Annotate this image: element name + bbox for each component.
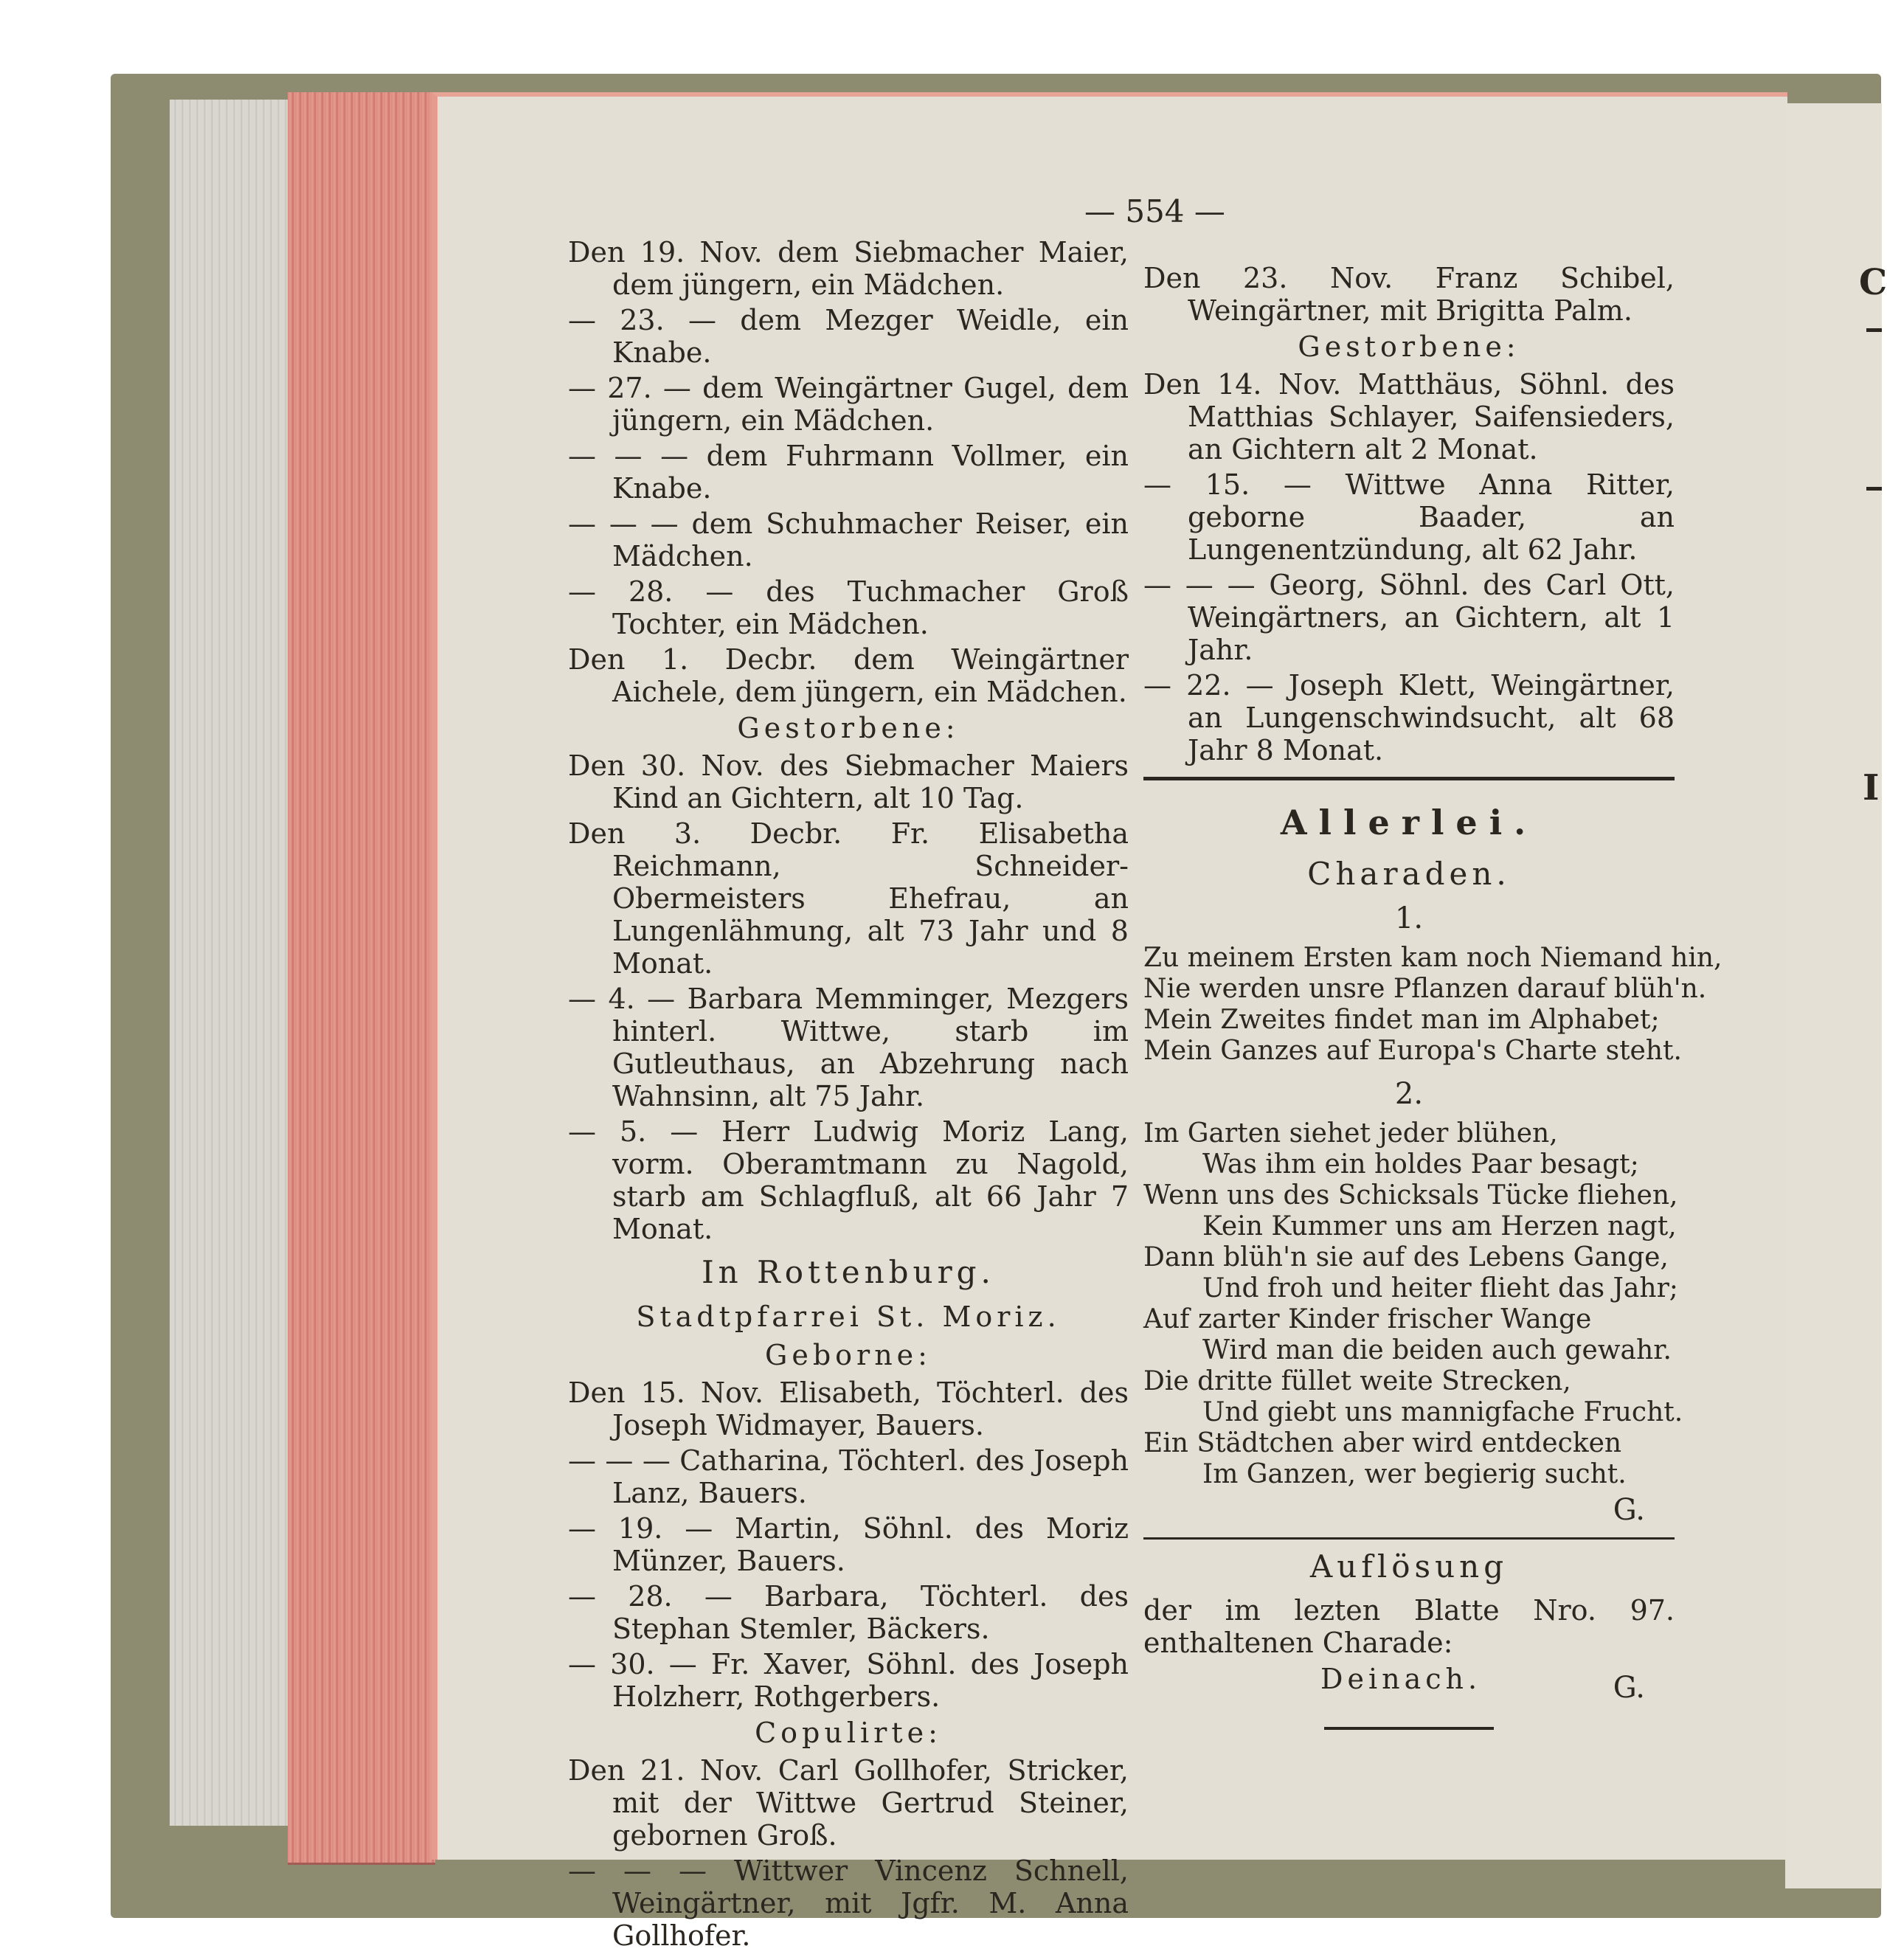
death-entry: Den 3. Decbr. Fr. Elisabetha Reichmann, Schneider-Obermeisters Ehefrau, an Lungenlähmung, alt 73 Jahr und 8 Monat. — [568, 817, 1129, 980]
death-entry: Den 30. Nov. des Siebmacher Maiers Kind an Gichtern, alt 10 Tag. — [568, 749, 1129, 814]
birth-entry: — 19. — Martin, Söhnl. des Moriz Münzer, Bauers. — [568, 1512, 1129, 1577]
register-entry: Den 1. Decbr. dem Weingärtner Aichele, dem jüngern, ein Mädchen. — [568, 643, 1129, 708]
deaths-list — [568, 749, 1129, 1245]
misc-heading: Allerlei. — [1280, 803, 1538, 842]
poem-line: Wenn uns des Schicksals Tücke fliehen, — [1143, 1180, 1678, 1211]
register-entry: — 23. — dem Mezger Weidle, ein Knabe. — [568, 304, 1129, 369]
death-entry: — 5. — Herr Ludwig Moriz Lang, vorm. Oberamtmann zu Nagold, starb am Schlagfluß, alt 66 Jahr 7 Monat. — [568, 1115, 1129, 1245]
birth-entry: — 28. — Barbara, Töchterl. des Stephan Stemler, Bäckers. — [568, 1580, 1129, 1645]
signature: G. — [1613, 1493, 1645, 1527]
deaths-heading: Gestorbene: — [737, 712, 960, 744]
town-heading: In Rottenburg. — [702, 1254, 995, 1290]
births-heading: Geborne: — [765, 1339, 932, 1371]
adjacent-page — [1785, 103, 1882, 1888]
register-entry: Den 19. Nov. dem Siebmacher Maier, dem jüngern, ein Mädchen. — [568, 236, 1129, 301]
solution-text: der im lezten Blatte Nro. 97. enthaltenen Charade: — [1143, 1594, 1675, 1659]
page-number: — 554 — — [1084, 193, 1225, 229]
charade-poem — [1143, 1118, 1683, 1490]
death-entry: — 22. — Joseph Klett, Weingärtner, an Lungenschwindsucht, alt 68 Jahr 8 Monat. — [1143, 669, 1675, 766]
births-list — [568, 1376, 1129, 1713]
poem-line: Die dritte füllet weite Strecken, — [1143, 1366, 1571, 1396]
deaths-heading: Gestorbene: — [1298, 330, 1520, 363]
register-entry: — — — dem Fuhrmann Vollmer, ein Knabe. — [568, 440, 1129, 505]
married-heading: Copulirte: — [755, 1717, 942, 1749]
poem-line: Mein Ganzes auf Europa's Charte steht. — [1143, 1036, 1682, 1066]
deaths-list — [1143, 368, 1675, 766]
adjacent-page-rule — [1866, 328, 1882, 332]
birth-entry: Den 15. Nov. Elisabeth, Töchterl. des Joseph Widmayer, Bauers. — [568, 1376, 1129, 1441]
charade-poem — [1143, 943, 1722, 1067]
solution-answer: Deinach. — [1320, 1663, 1482, 1695]
adjacent-page-rule — [1866, 487, 1882, 491]
poem-line: Mein Zweites findet man im Alphabet; — [1143, 1005, 1660, 1035]
poem-line: Zu meinem Ersten kam noch Niemand hin, — [1143, 943, 1722, 973]
poem-line: Nie werden unsre Pflanzen darauf blüh'n. — [1143, 974, 1707, 1004]
signature: G. — [1613, 1671, 1645, 1705]
marriage-entry: Den 21. Nov. Carl Gollhofer, Stricker, mit der Wittwe Gertrud Steiner, gebornen Groß. — [568, 1754, 1129, 1852]
solution-heading: Auflösung — [1309, 1548, 1509, 1585]
charade-number: 2. — [1394, 1077, 1424, 1111]
births-list — [568, 236, 1129, 708]
poem-line: Kein Kummer uns am Herzen nagt, — [1202, 1211, 1677, 1242]
register-entry: — 27. — dem Weingärtner Gugel, dem jüngern, ein Mädchen. — [568, 372, 1129, 437]
marriage-entry: Den 23. Nov. Franz Schibel, Weingärtner, mit Brigitta Palm. — [1143, 262, 1675, 327]
poem-line: Im Garten siehet jeder blühen, — [1143, 1118, 1558, 1149]
end-rule — [1324, 1727, 1494, 1730]
poem-line: Auf zarter Kinder frischer Wange — [1143, 1304, 1592, 1334]
left-column — [568, 236, 1129, 1955]
poem-line: Ein Städtchen aber wird entdecken — [1143, 1428, 1622, 1458]
red-page-edges — [288, 92, 435, 1865]
charade-number: 1. — [1394, 901, 1424, 935]
death-entry: — 15. — Wittwe Anna Ritter, geborne Baader, an Lungenentzündung, alt 62 Jahr. — [1143, 468, 1675, 566]
marriage-entry: — — — Wittwer Vincenz Schnell, Weingärtner, mit Jgfr. M. Anna Gollhofer. — [568, 1855, 1129, 1952]
marriages-list — [568, 1754, 1129, 1952]
poem-line: Und froh und heiter flieht das Jahr; — [1202, 1273, 1678, 1303]
poem-line: Und giebt uns mannigfache Frucht. — [1202, 1397, 1683, 1427]
right-column — [1143, 262, 1722, 1730]
death-entry: — — — Georg, Söhnl. des Carl Ott, Weingärtners, an Gichtern, alt 1 Jahr. — [1143, 569, 1675, 666]
birth-entry: — — — Catharina, Töchterl. des Joseph Lanz, Bauers. — [568, 1444, 1129, 1509]
section-rule — [1143, 1537, 1675, 1540]
birth-entry: — 30. — Fr. Xaver, Söhnl. des Joseph Holzherr, Rothgerbers. — [568, 1648, 1129, 1713]
adjacent-page-letter: I — [1863, 767, 1880, 808]
poem-line: Dann blüh'n sie auf des Lebens Gange, — [1143, 1242, 1669, 1272]
poem-line: Im Ganzen, wer begierig sucht. — [1202, 1459, 1627, 1489]
death-entry: Den 14. Nov. Matthäus, Söhnl. des Matthias Schlayer, Saifensieders, an Gichtern alt 2 Monat. — [1143, 368, 1675, 465]
register-entry: — — — dem Schuhmacher Reiser, ein Mädchen. — [568, 508, 1129, 572]
section-rule — [1143, 777, 1675, 780]
register-entry: — 28. — des Tuchmacher Groß Tochter, ein Mädchen. — [568, 575, 1129, 640]
poem-line: Was ihm ein holdes Paar besagt; — [1202, 1149, 1639, 1180]
charades-heading: Charaden. — [1307, 856, 1511, 892]
adjacent-page-letter: C — [1859, 262, 1887, 303]
death-entry: — 4. — Barbara Memminger, Mezgers hinterl. Wittwe, starb im Gutleuthaus, an Abzehrung nach Wahnsinn, alt 75 Jahr. — [568, 983, 1129, 1112]
parish-heading: Stadtpfarrei St. Moriz. — [636, 1301, 1061, 1333]
poem-line: Wird man die beiden auch gewahr. — [1202, 1335, 1672, 1365]
